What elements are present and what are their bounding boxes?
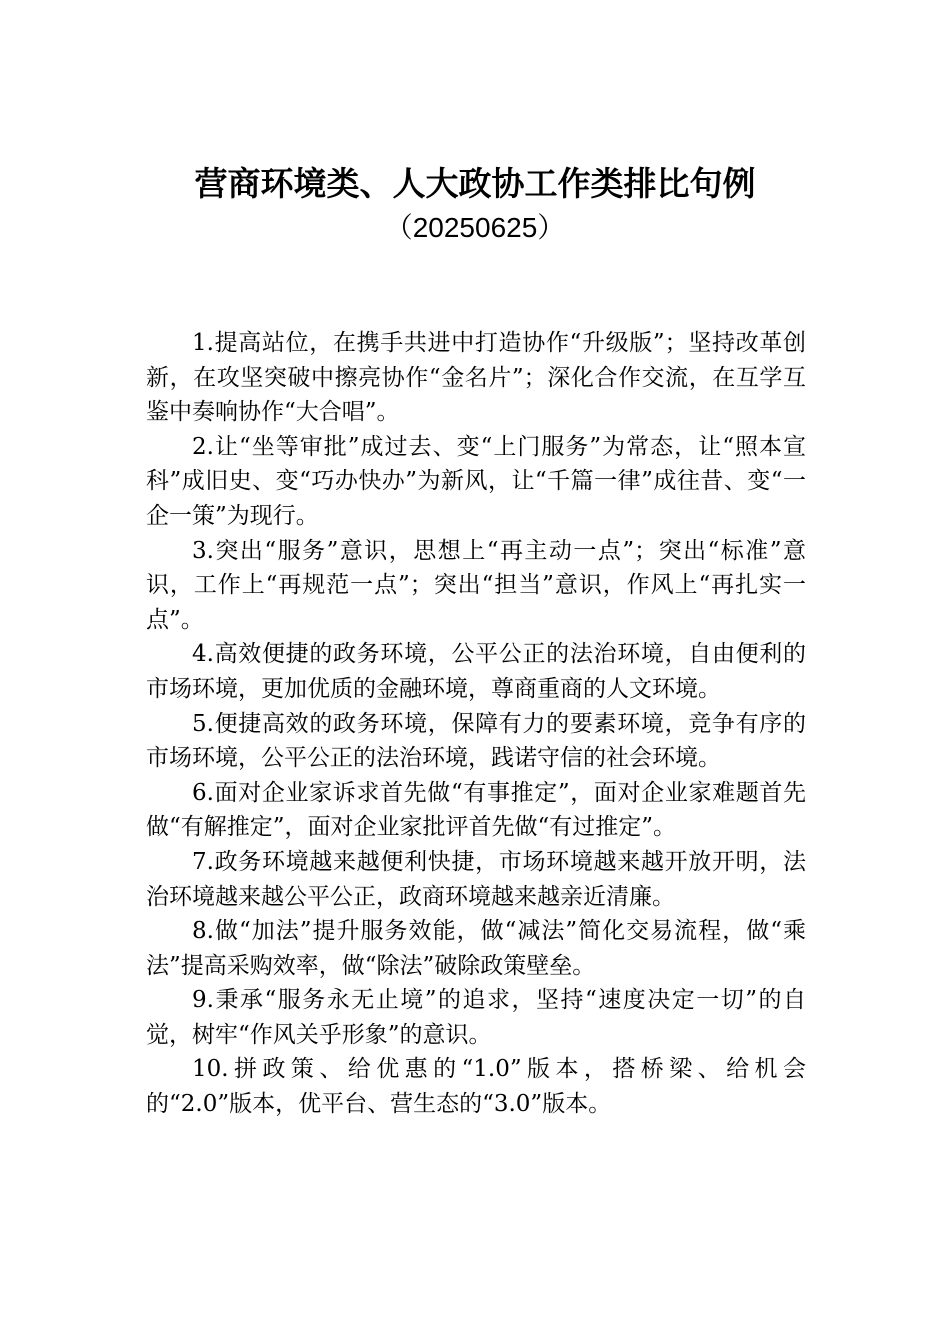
paragraph: 3.突出“服务”意识，思想上“再主动一点”；突出“标准”意识，工作上“再规范一点”；突出“担当”意识，作风上“再扎实一点”。 <box>146 537 806 633</box>
document-body <box>146 326 806 1122</box>
paragraph: 6.面对企业家诉求首先做“有事推定”，面对企业家难题首先做“有解推定”，面对企业家批评首先做“有过推定”。 <box>146 779 806 841</box>
paragraph: 9.秉承“服务永无止境”的追求，坚持“速度决定一切”的自觉，树牢“作风关乎形象”的意识。 <box>146 987 806 1048</box>
paragraph: 8.做“加法”提升服务效能，做“减法”简化交易流程，做“乘法”提高采购效率，做“除法”破除政策壁垒。 <box>146 918 806 979</box>
paragraph: 2.让“坐等审批”成过去、变“上门服务”为常态，让“照本宣科”成旧史、变“巧办快办”为新风，让“千篇一律”成往昔、变“一企一策”为现行。 <box>146 433 806 529</box>
document-date: （20250625） <box>384 212 566 243</box>
document-title: 营商环境类、人大政协工作类排比句例 <box>194 164 756 203</box>
paragraph: 4.高效便捷的政务环境，公平公正的法治环境，自由便利的市场环境，更加优质的金融环境，尊商重商的人文环境。 <box>146 641 806 702</box>
paragraph: 1.提高站位，在携手共进中打造协作“升级版”；坚持改革创新，在攻坚突破中擦亮协作“金名片”；深化合作交流，在互学互鉴中奏响协作“大合唱”。 <box>146 330 806 426</box>
paragraph: 10.拼政策、给优惠的“1.0”版本，搭桥梁、给机会的“2.0”版本，优平台、营生态的“3.0”版本。 <box>146 1056 806 1118</box>
paragraph: 5.便捷高效的政务环境，保障有力的要素环境，竞争有序的市场环境，公平公正的法治环境，践诺守信的社会环境。 <box>146 710 806 772</box>
paragraph: 7.政务环境越来越便利快捷，市场环境越来越开放开明，法治环境越来越公平公正，政商环境越来越亲近清廉。 <box>146 848 806 910</box>
